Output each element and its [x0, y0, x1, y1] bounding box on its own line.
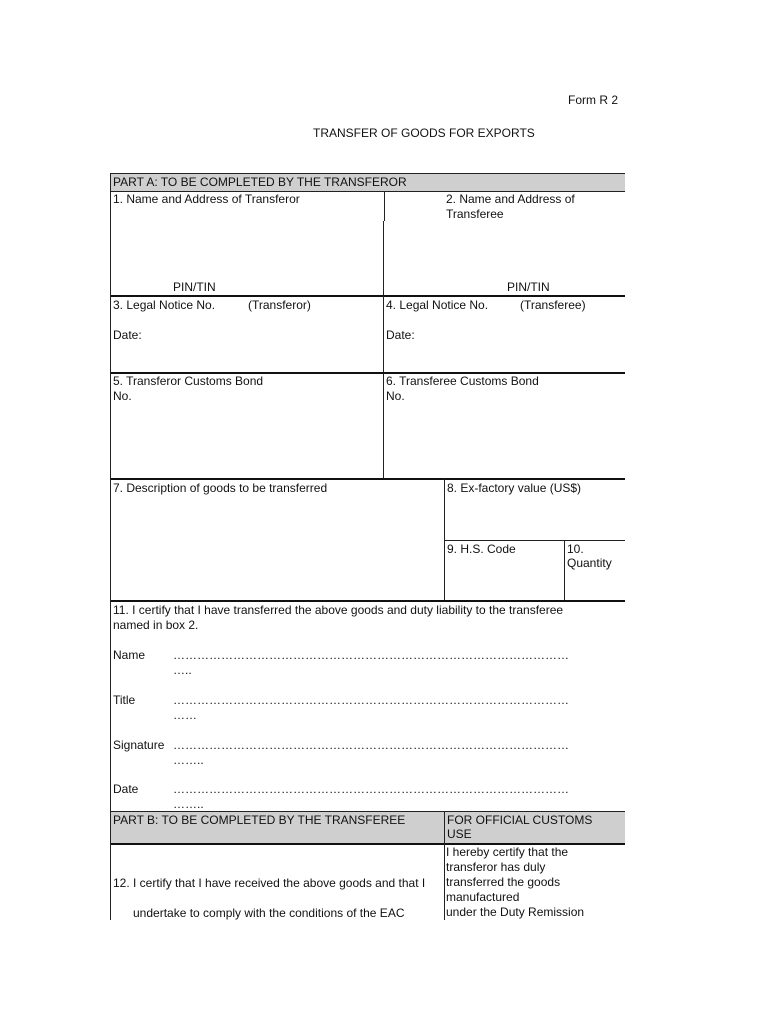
rule — [111, 478, 625, 480]
divider — [383, 221, 384, 296]
box11-line2: named in box 2. — [113, 618, 199, 632]
form-code: Form R 2 — [568, 93, 619, 107]
box4-party: (Transferee) — [520, 298, 586, 312]
page-title: TRANSFER OF GOODS FOR EXPORTS — [313, 126, 535, 140]
box1-label: 1. Name and Address of Transferor — [113, 192, 300, 206]
box12-line2: undertake to comply with the conditions of the EAC — [133, 906, 405, 920]
box9-label: 9. H.S. Code — [447, 542, 516, 556]
box4-date: Date: — [386, 328, 415, 342]
box3-date: Date: — [113, 328, 142, 342]
customs-heading-line1: FOR OFFICIAL CUSTOMS — [447, 813, 593, 827]
signoff-date-field[interactable]: ……………………………………………………………………………………… — [173, 782, 569, 796]
customs-text-line: transferred the goods — [446, 875, 561, 889]
rule — [111, 295, 625, 297]
left-border — [110, 173, 111, 920]
box2-label-line1: 2. Name and Address of — [446, 192, 575, 206]
box7-label: 7. Description of goods to be transferred — [113, 481, 328, 495]
box10-line1: 10. — [567, 542, 584, 556]
signoff-signature-label: Signature — [113, 738, 165, 752]
divider — [444, 812, 445, 920]
rule — [444, 540, 625, 541]
signoff-title-label: Title — [113, 693, 136, 707]
box10-line2: Quantity — [567, 556, 612, 570]
box4-label: 4. Legal Notice No. — [386, 298, 489, 312]
part-a-heading: PART A: TO BE COMPLETED BY THE TRANSFEROR — [113, 175, 407, 189]
customs-text-line: under the Duty Remission — [446, 905, 585, 919]
box11-line1: 11. I certify that I have transferred the above goods and duty liability to the transferee — [113, 603, 564, 617]
box12-line1: 12. I certify that I have received the above goods and that I — [113, 876, 426, 890]
rule — [111, 173, 625, 174]
signoff-date-field-cont: …….. — [173, 797, 204, 811]
rule — [111, 811, 625, 812]
box8-label: 8. Ex-factory value (US$) — [447, 481, 582, 495]
signoff-signature-field-cont: …….. — [173, 753, 204, 767]
box2-pin: PIN/TIN — [507, 280, 550, 294]
box6-line2: No. — [386, 389, 405, 403]
customs-text-line: manufactured — [446, 890, 520, 904]
box1-pin: PIN/TIN — [173, 280, 216, 294]
signoff-name-label: Name — [113, 648, 146, 662]
rule — [111, 600, 625, 602]
box5-line1: 5. Transferor Customs Bond — [113, 374, 264, 388]
box2-label-line2: Transferee — [446, 207, 504, 221]
divider — [384, 191, 385, 221]
customs-text-line: transferor has duly — [446, 860, 546, 874]
box3-label: 3. Legal Notice No. — [113, 298, 216, 312]
customs-text-line: I hereby certify that the — [446, 845, 569, 859]
signoff-title-field-cont: …… — [173, 708, 197, 722]
signoff-name-field[interactable]: ……………………………………………………………………………………… — [173, 648, 569, 662]
customs-heading-line2: USE — [447, 827, 472, 841]
signoff-date-label: Date — [113, 782, 139, 796]
signoff-signature-field[interactable]: ……………………………………………………………………………………… — [173, 738, 569, 752]
signoff-title-field[interactable]: ……………………………………………………………………………………… — [173, 693, 569, 707]
box5-line2: No. — [113, 389, 132, 403]
part-b-heading: PART B: TO BE COMPLETED BY THE TRANSFEREE — [113, 813, 406, 827]
divider — [383, 296, 384, 478]
signoff-name-field-cont: ….. — [173, 663, 192, 677]
divider — [564, 540, 565, 601]
box3-party: (Transferor) — [248, 298, 311, 312]
box6-line1: 6. Transferee Customs Bond — [386, 374, 539, 388]
